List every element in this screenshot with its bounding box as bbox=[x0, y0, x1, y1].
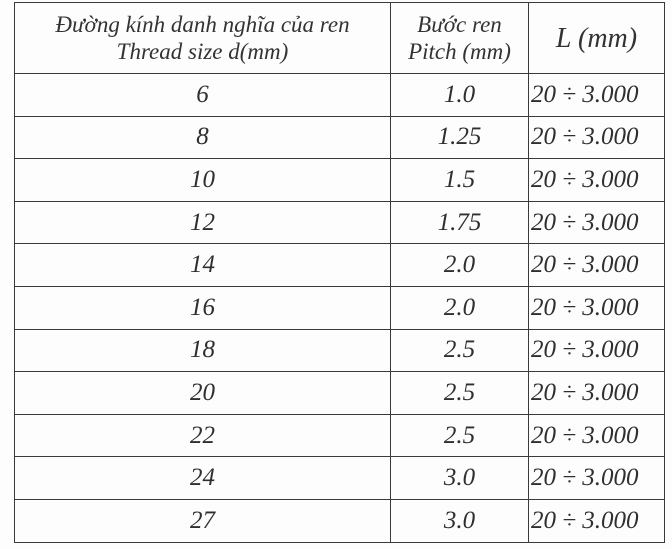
cell-thread-size: 27 bbox=[15, 499, 391, 542]
cell-length: 20 ÷ 3.000 bbox=[529, 457, 665, 500]
table-row bbox=[15, 499, 665, 542]
cell-pitch: 1.5 bbox=[391, 159, 529, 202]
cell-length: 20 ÷ 3.000 bbox=[529, 372, 665, 415]
cell-thread-size: 20 bbox=[15, 372, 391, 415]
header-row bbox=[15, 3, 665, 74]
table-row bbox=[15, 74, 665, 117]
table-header bbox=[15, 3, 665, 74]
cell-thread-size: 6 bbox=[15, 74, 391, 117]
cell-length: 20 ÷ 3.000 bbox=[529, 414, 665, 457]
header-thread-size-en: Thread size d(mm) bbox=[116, 39, 289, 64]
header-thread-size-vi: Đường kính danh nghĩa của ren bbox=[55, 12, 350, 37]
cell-length: 20 ÷ 3.000 bbox=[529, 329, 665, 372]
cell-length: 20 ÷ 3.000 bbox=[529, 244, 665, 287]
header-pitch-vi: Bước ren bbox=[417, 12, 502, 37]
cell-thread-size: 24 bbox=[15, 457, 391, 500]
cell-thread-size: 16 bbox=[15, 286, 391, 329]
cell-length: 20 ÷ 3.000 bbox=[529, 201, 665, 244]
header-length: L (mm) bbox=[529, 3, 665, 74]
header-thread-size bbox=[15, 3, 391, 74]
header-pitch bbox=[391, 3, 529, 74]
cell-thread-size: 12 bbox=[15, 201, 391, 244]
cell-length: 20 ÷ 3.000 bbox=[529, 74, 665, 117]
cell-length: 20 ÷ 3.000 bbox=[529, 116, 665, 159]
table-row bbox=[15, 457, 665, 500]
cell-pitch: 2.5 bbox=[391, 329, 529, 372]
cell-pitch: 1.75 bbox=[391, 201, 529, 244]
table-row bbox=[15, 116, 665, 159]
cell-thread-size: 14 bbox=[15, 244, 391, 287]
header-pitch-en: Pitch (mm) bbox=[408, 39, 511, 64]
cell-thread-size: 22 bbox=[15, 414, 391, 457]
cell-pitch: 1.25 bbox=[391, 116, 529, 159]
cell-pitch: 3.0 bbox=[391, 457, 529, 500]
table-row bbox=[15, 201, 665, 244]
cell-length: 20 ÷ 3.000 bbox=[529, 499, 665, 542]
table-row bbox=[15, 414, 665, 457]
cell-thread-size: 10 bbox=[15, 159, 391, 202]
table-row bbox=[15, 159, 665, 202]
table-row bbox=[15, 372, 665, 415]
cell-thread-size: 18 bbox=[15, 329, 391, 372]
cell-pitch: 2.5 bbox=[391, 372, 529, 415]
cell-thread-size: 8 bbox=[15, 116, 391, 159]
table-row bbox=[15, 244, 665, 287]
thread-spec-table bbox=[14, 2, 665, 543]
cell-length: 20 ÷ 3.000 bbox=[529, 286, 665, 329]
cell-pitch: 1.0 bbox=[391, 74, 529, 117]
table-row bbox=[15, 286, 665, 329]
cell-pitch: 3.0 bbox=[391, 499, 529, 542]
cell-pitch: 2.5 bbox=[391, 414, 529, 457]
cell-length: 20 ÷ 3.000 bbox=[529, 159, 665, 202]
table-body bbox=[15, 74, 665, 543]
cell-pitch: 2.0 bbox=[391, 286, 529, 329]
table-row bbox=[15, 329, 665, 372]
cell-pitch: 2.0 bbox=[391, 244, 529, 287]
